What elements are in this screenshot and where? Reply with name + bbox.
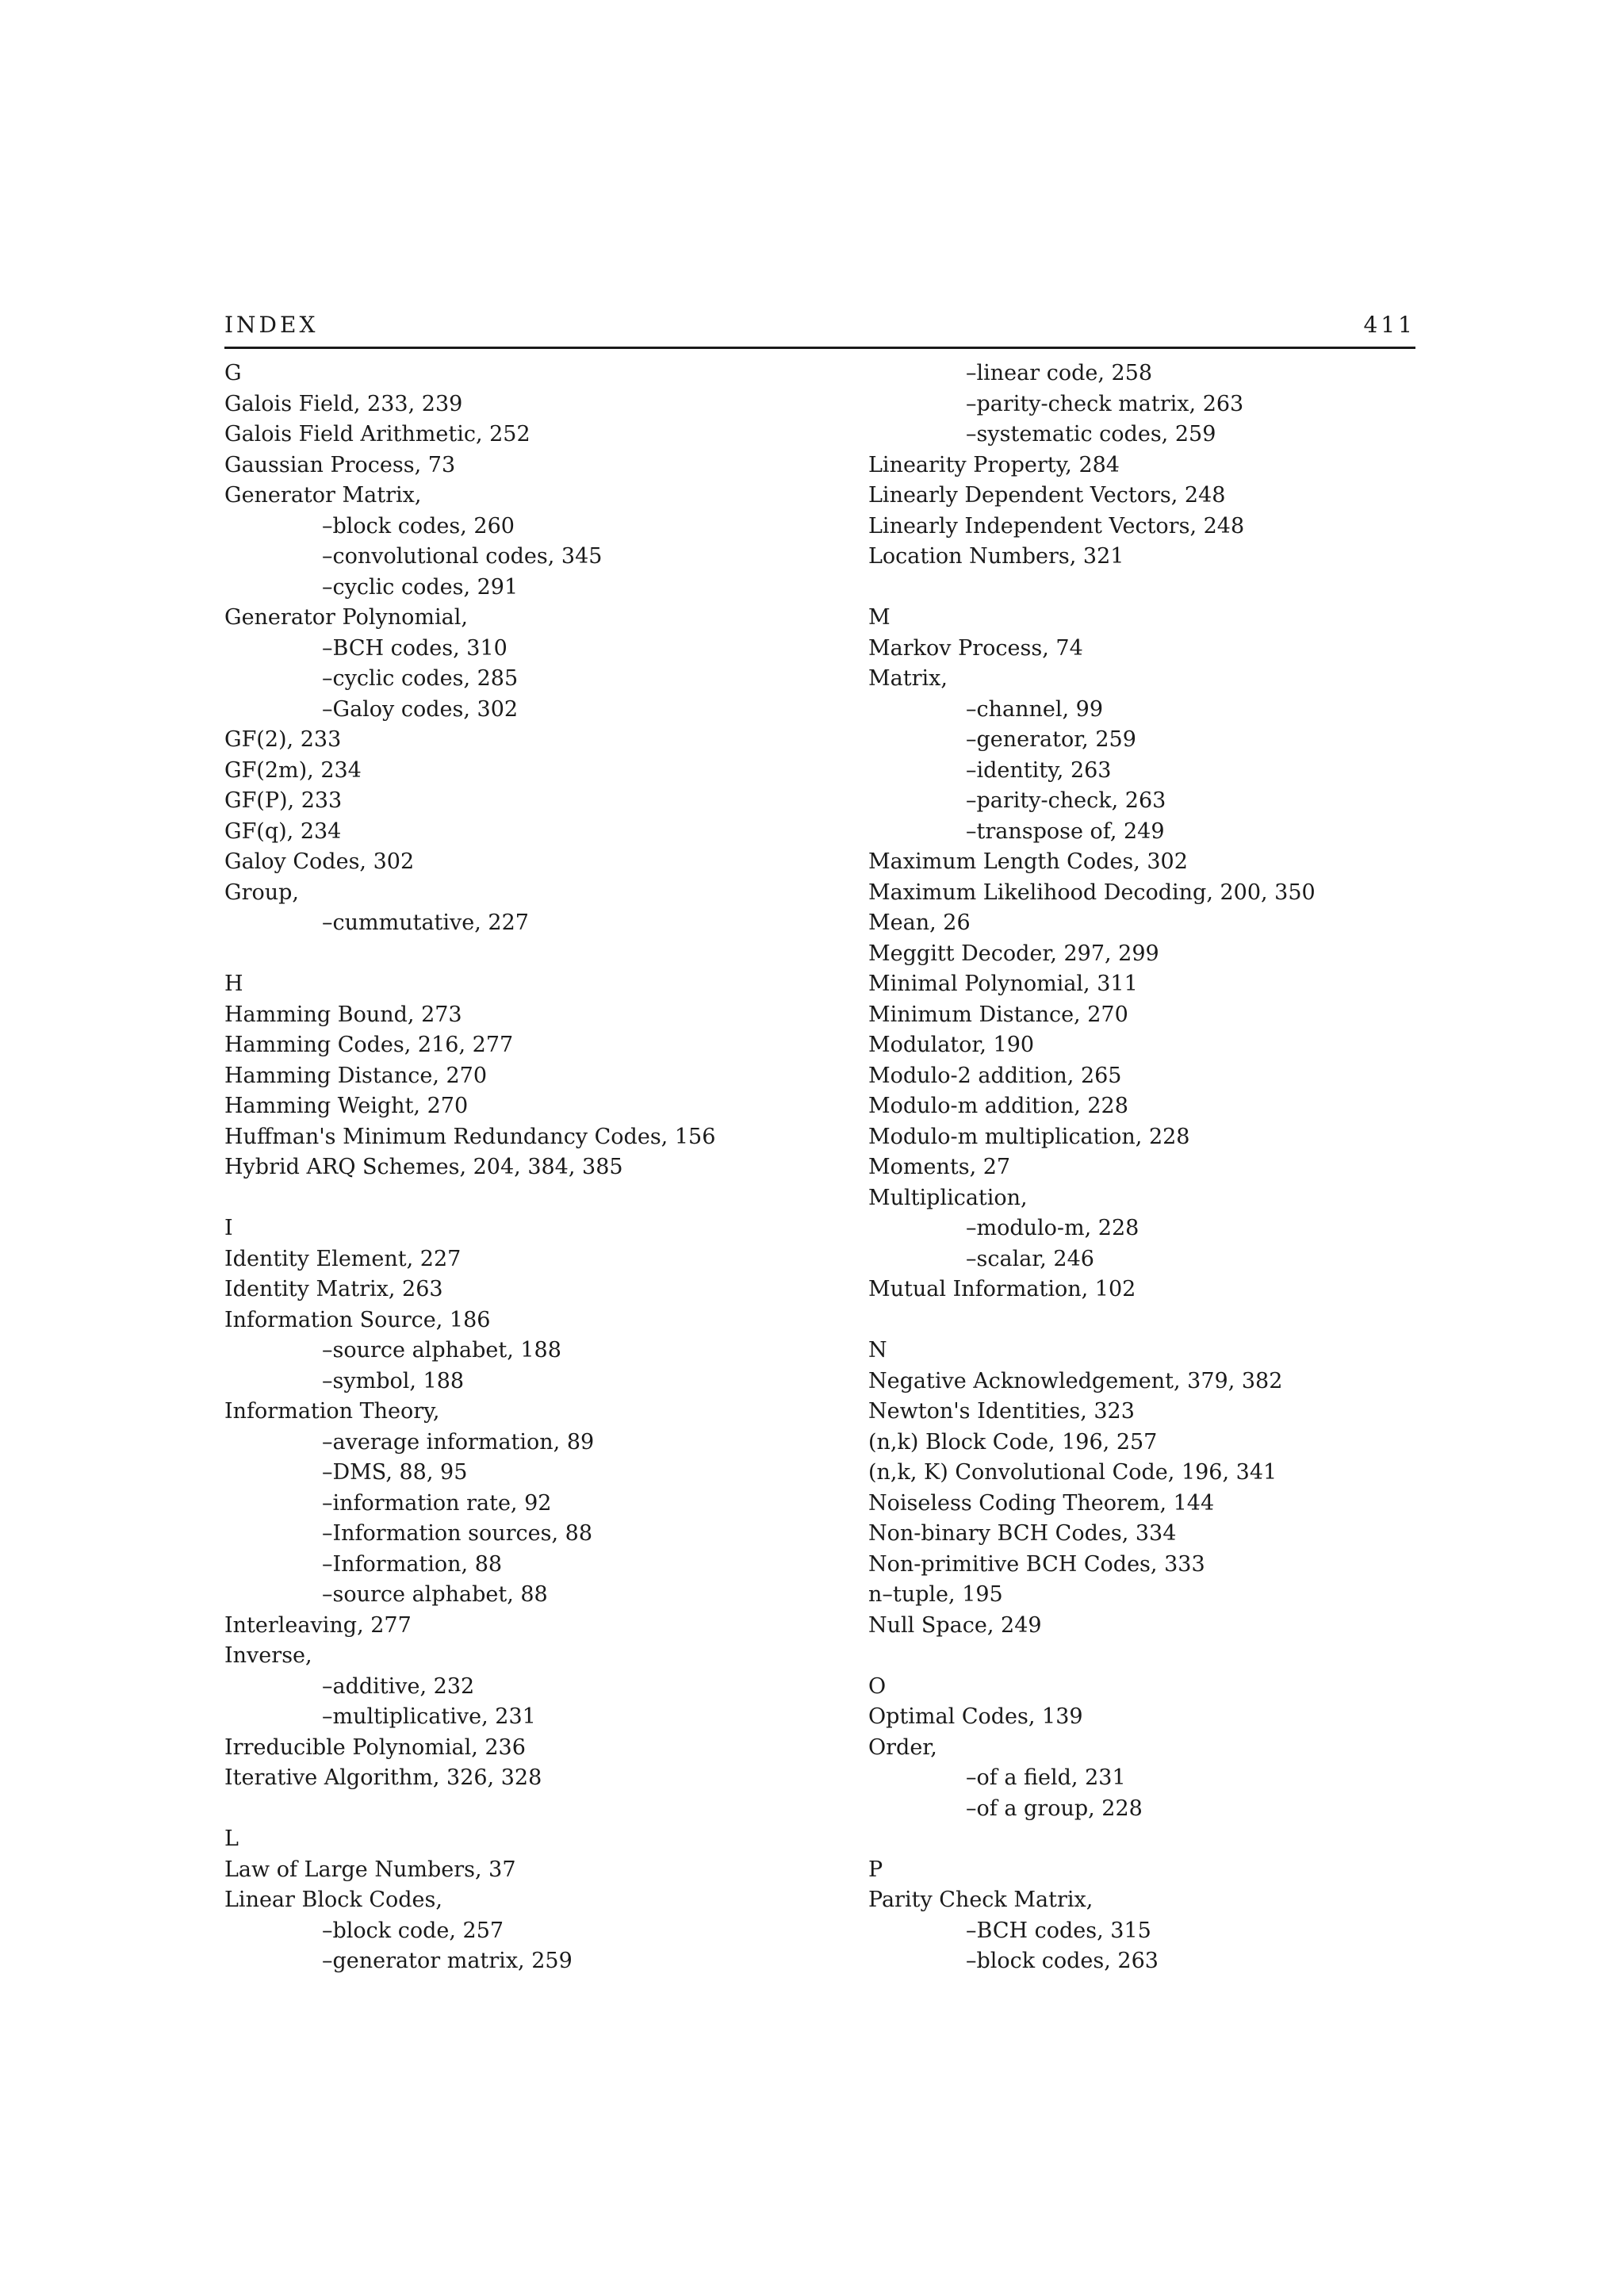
index-entry: Maximum Length Codes, 302 (868, 849, 1188, 874)
index-entry: Meggitt Decoder, 297, 299 (868, 941, 1159, 966)
index-entry: Identity Matrix, 263 (224, 1277, 443, 1301)
index-subentry: –BCH codes, 310 (322, 635, 508, 661)
section-spacer (868, 573, 1316, 604)
section-letter: N (868, 1338, 887, 1363)
index-column-left (224, 358, 715, 1977)
index-subentry: –identity, 263 (966, 757, 1112, 783)
index-subentry: –of a group, 228 (966, 1796, 1143, 1821)
index-entry: Law of Large Numbers, 37 (224, 1857, 516, 1882)
page-number: 411 (1363, 312, 1415, 338)
index-entry: Modulo-m addition, 228 (868, 1094, 1128, 1118)
index-subentry: –convolutional codes, 345 (322, 544, 603, 569)
index-entry: Linear Block Codes, (224, 1888, 442, 1912)
index-subentry: –symbol, 188 (322, 1368, 465, 1393)
section-spacer (224, 1794, 715, 1825)
section-spacer (868, 1824, 1316, 1855)
index-subentry: –BCH codes, 315 (966, 1918, 1151, 1943)
index-entry: GF(2), 233 (224, 727, 342, 752)
index-entry: Non-primitive BCH Codes, 333 (868, 1551, 1205, 1577)
index-entry: Optimal Codes, 139 (868, 1704, 1083, 1729)
running-header (224, 312, 1415, 349)
section-spacer (868, 1305, 1316, 1336)
index-entry: Non-binary BCH Codes, 334 (868, 1521, 1177, 1546)
index-entry: Null Space, 249 (868, 1612, 1042, 1638)
index-subentry: –block codes, 263 (966, 1949, 1159, 1973)
section-letter: I (224, 1216, 233, 1240)
index-entry: Hamming Distance, 270 (224, 1063, 488, 1088)
index-entry: Minimal Polynomial, 311 (868, 972, 1138, 996)
index-entry: Interleaving, 277 (224, 1612, 412, 1638)
index-subentry: –scalar, 246 (966, 1246, 1094, 1271)
index-entry: Newton's Identities, 323 (868, 1399, 1135, 1424)
index-subentry: –cummutative, 227 (322, 910, 529, 935)
index-entry: Minimum Distance, 270 (868, 1002, 1128, 1027)
index-subentry: –transpose of, 249 (966, 818, 1165, 844)
index-entry: Modulator, 190 (868, 1033, 1035, 1057)
index-entry: Iterative Algorithm, 326, 328 (224, 1765, 542, 1790)
index-entry: Linearity Property, 284 (868, 452, 1120, 477)
index-subentry: –Information sources, 88 (322, 1521, 593, 1546)
index-subentry: –multiplicative, 231 (322, 1704, 536, 1729)
index-subentry: –Galoy codes, 302 (322, 696, 519, 722)
section-letter: M (868, 605, 891, 630)
index-entry: Linearly Independent Vectors, 248 (868, 513, 1245, 539)
index-subentry: –average information, 89 (322, 1429, 595, 1455)
index-entry: Matrix, (868, 666, 948, 691)
index-entry: Maximum Likelihood Decoding, 200, 350 (868, 880, 1316, 905)
section-letter: G (224, 361, 242, 385)
index-subentry: –DMS, 88, 95 (322, 1460, 468, 1485)
section-letter: P (868, 1857, 883, 1882)
index-entry: Order, (868, 1734, 937, 1760)
index-subentry: –of a field, 231 (966, 1765, 1126, 1790)
index-entry: Multiplication, (868, 1185, 1028, 1210)
index-entry: GF(P), 233 (224, 788, 343, 813)
index-entry: Gaussian Process, 73 (224, 452, 456, 477)
index-entry: Location Numbers, 321 (868, 544, 1124, 569)
index-subentry: –block code, 257 (322, 1918, 504, 1943)
index-entry: Noiseless Coding Theorem, 144 (868, 1490, 1215, 1516)
section-letter: O (868, 1673, 887, 1699)
index-subentry: –additive, 232 (322, 1673, 475, 1699)
index-subentry: –parity-check, 263 (966, 788, 1166, 813)
index-entry: Irreducible Polynomial, 236 (224, 1734, 526, 1760)
index-subentry: –cyclic codes, 285 (322, 666, 519, 691)
index-entry: n–tuple, 195 (868, 1582, 1003, 1607)
index-entry: Inverse, (224, 1643, 312, 1668)
index-entry: Hamming Codes, 216, 277 (224, 1033, 514, 1057)
index-subentry: –cyclic codes, 291 (322, 574, 519, 600)
index-subentry: –Information, 88 (322, 1551, 503, 1577)
index-entry: Modulo-2 addition, 265 (868, 1063, 1122, 1088)
index-subentry: –channel, 99 (966, 696, 1104, 722)
index-entry: Markov Process, 74 (868, 635, 1083, 661)
section-spacer (224, 1183, 715, 1214)
index-subentry: –block codes, 260 (322, 513, 515, 539)
index-subentry: –generator matrix, 259 (322, 1949, 573, 1973)
section-spacer (868, 1641, 1316, 1672)
index-entry: Moments, 27 (868, 1155, 1011, 1179)
index-subentry: –linear code, 258 (966, 361, 1153, 385)
index-subentry: –information rate, 92 (322, 1490, 552, 1516)
index-entry: Mutual Information, 102 (868, 1277, 1136, 1301)
index-entry: Hybrid ARQ Schemes, 204, 384, 385 (224, 1155, 623, 1179)
index-entry: Generator Polynomial, (224, 605, 468, 630)
index-entry: Negative Acknowledgement, 379, 382 (868, 1368, 1283, 1393)
index-entry: Modulo-m multiplication, 228 (868, 1124, 1190, 1149)
index-entry: GF(q), 234 (224, 818, 342, 844)
index-entry: (n,k, K) Convolutional Code, 196, 341 (868, 1460, 1277, 1485)
section-letter: L (224, 1826, 239, 1851)
index-entry: Huffman's Minimum Redundancy Codes, 156 (224, 1124, 716, 1149)
index-entry: Information Theory, (224, 1399, 440, 1424)
index-subentry: –generator, 259 (966, 727, 1136, 752)
index-entry: Group, (224, 880, 299, 905)
index-entry: Galois Field Arithmetic, 252 (224, 422, 530, 447)
index-subentry: –source alphabet, 88 (322, 1582, 548, 1607)
index-entry: GF(2m), 234 (224, 757, 362, 783)
index-subentry: –systematic codes, 259 (966, 422, 1216, 447)
index-entry: Parity Check Matrix, (868, 1888, 1094, 1912)
section-spacer (224, 939, 715, 970)
index-entry: Information Source, 186 (224, 1307, 491, 1332)
index-subentry: –modulo-m, 228 (966, 1216, 1139, 1240)
index-subentry: –parity-check matrix, 263 (966, 391, 1244, 416)
section-letter: H (224, 972, 243, 996)
index-entry: Galois Field, 233, 239 (224, 391, 463, 416)
index-entry: Identity Element, 227 (224, 1246, 462, 1271)
index-entry: Hamming Weight, 270 (224, 1094, 469, 1118)
index-entry: Mean, 26 (868, 910, 971, 935)
header-title: INDEX (224, 312, 319, 338)
index-entry: Hamming Bound, 273 (224, 1002, 462, 1027)
index-subentry: –source alphabet, 188 (322, 1338, 561, 1363)
index-entry: Generator Matrix, (224, 483, 422, 508)
index-entry: Linearly Dependent Vectors, 248 (868, 483, 1226, 508)
index-entry: Galoy Codes, 302 (224, 849, 415, 874)
index-entry: (n,k) Block Code, 196, 257 (868, 1429, 1158, 1455)
index-column-right (868, 358, 1316, 1977)
